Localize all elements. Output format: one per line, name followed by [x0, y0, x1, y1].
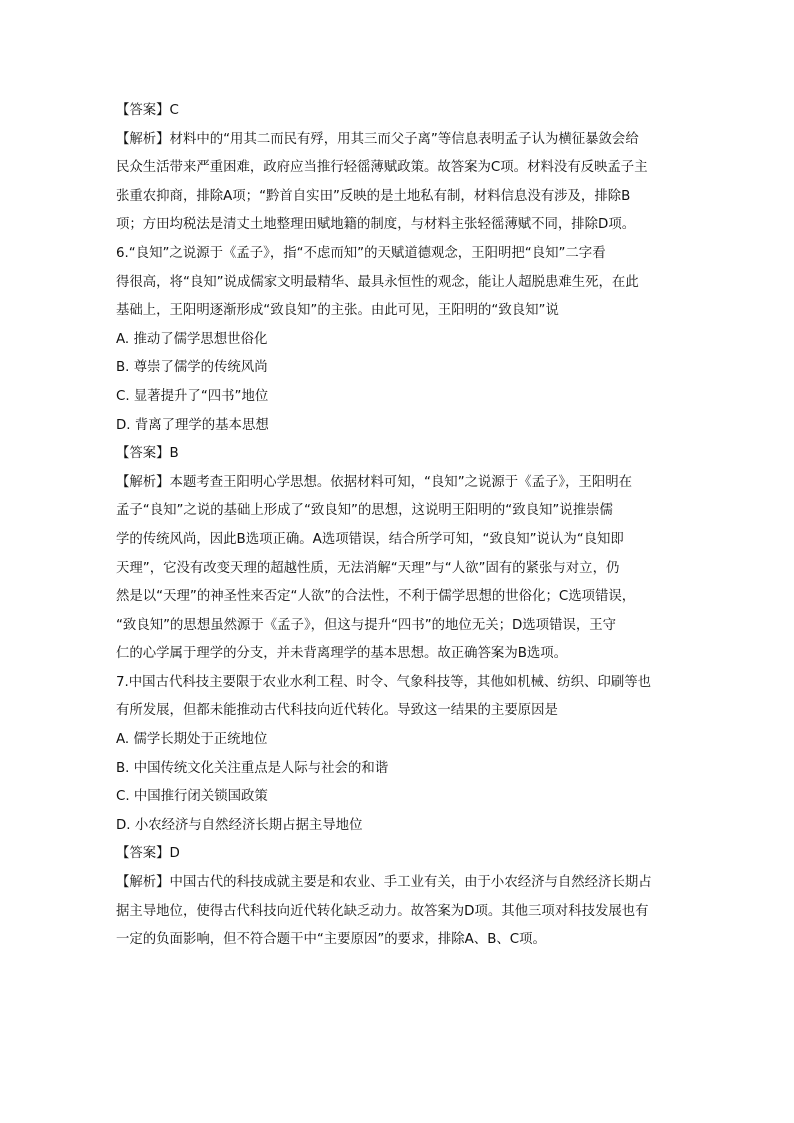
document-page	[116, 97, 682, 955]
q5-analysis	[116, 126, 682, 240]
q7-options	[116, 726, 682, 840]
q6-analysis	[116, 469, 682, 669]
analysis-line: 仁的心学属于理学的分支，并未背离理学的基本思想。故正确答案为B选项。	[116, 646, 568, 662]
stem-line: 基础上，王阳明逐渐形成“致良知”的主张。由此可见，王阳明的“致良知”说	[116, 303, 559, 319]
option-a: A. 儒学长期处于正统地位	[116, 732, 268, 748]
analysis-line: 孟子“良知”之说的基础上形成了“致良知”的思想，这说明王阳明的“致良知”说推崇儒	[116, 503, 613, 519]
option-b: B. 尊崇了儒学的传统风尚	[116, 360, 268, 376]
analysis-line: 张重农抑商，排除A项；“黔首自实田”反映的是土地私有制，材料信息没有涉及，排除B	[116, 188, 631, 204]
q7-stem	[116, 669, 682, 726]
analysis-line: 一定的负面影响，但不符合题干中“主要原因”的要求，排除A、B、C项。	[116, 932, 546, 948]
q7-analysis	[116, 869, 682, 955]
q6-stem	[116, 240, 682, 326]
analysis-line: 【解析】本题考查王阳明心学思想。依据材料可知，“良知”之说源于《孟子》，王阳明在	[116, 474, 633, 490]
stem-line: 6.“良知”之说源于《孟子》，指“不虑而知”的天赋道德观念，王阳明把“良知”二字看	[116, 245, 606, 261]
analysis-line: 据主导地位，使得古代科技向近代转化缺乏动力。故答案为D项。其他三项对科技发展也有	[116, 903, 649, 919]
analysis-line: 【解析】材料中的“用其二而民有殍，用其三而父子离”等信息表明孟子认为横征暴敛会给	[116, 131, 639, 147]
option-a: A. 推动了儒学思想世俗化	[116, 331, 268, 347]
q5-answer: 【答案】C	[116, 103, 179, 118]
q6-answer: 【答案】B	[116, 446, 179, 462]
analysis-line: 天理”，它没有改变天理的超越性质，无法消解“天理”与“人欲”固有的紧张与对立，仍	[116, 560, 620, 576]
stem-line: 有所发展，但都未能推动古代科技向近代转化。导致这一结果的主要原因是	[116, 703, 558, 719]
stem-line: 得很高，将“良知”说成儒家文明最精华、最具永恒性的观念，能让人超脱患难生死，在此	[116, 274, 639, 290]
stem-line: 7.中国古代科技主要限于农业水利工程、时令、气象科技等，其他如机械、纺织、印刷等也	[116, 674, 652, 690]
analysis-line: 民众生活带来严重困难，政府应当推行轻徭薄赋政策。故答案为C项。材料没有反映孟子主	[116, 160, 648, 176]
analysis-line: 项；方田均税法是清丈土地整理田赋地籍的制度，与材料主张轻徭薄赋不同，排除D项。	[116, 217, 636, 233]
analysis-line: 然是以“天理”的神圣性来否定“人欲”的合法性，不利于儒学思想的世俗化；C选项错误，	[116, 589, 636, 605]
analysis-line: “致良知”的思想虽然源于《孟子》，但这与提升“四书”的地位无关；D选项错误，王守	[116, 617, 617, 633]
analysis-line: 学的传统风尚，因此B选项正确。A选项错误，结合所学可知，“致良知”说认为“良知即	[116, 531, 624, 547]
analysis-line: 【解析】中国古代的科技成就主要是和农业、手工业有关，由于小农经济与自然经济长期占	[116, 875, 652, 891]
q6-options	[116, 326, 682, 440]
option-d: D. 背离了理学的基本思想	[116, 417, 269, 433]
q7-answer: 【答案】D	[116, 846, 180, 862]
option-b: B. 中国传统文化关注重点是人际与社会的和谐	[116, 760, 389, 776]
option-c: C. 中国推行闭关锁国政策	[116, 789, 268, 805]
option-d: D. 小农经济与自然经济长期占据主导地位	[116, 817, 363, 833]
option-c: C. 显著提升了“四书”地位	[116, 388, 269, 404]
